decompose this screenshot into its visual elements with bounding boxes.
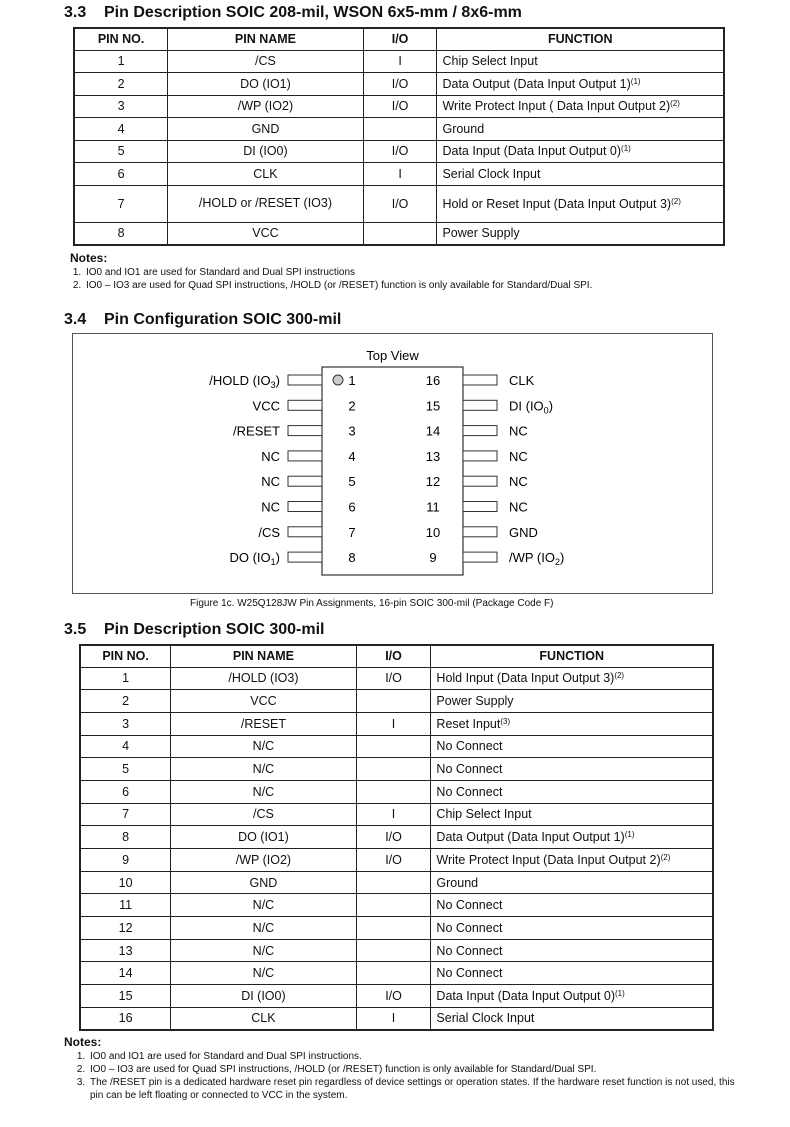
pin-label: NC (509, 474, 528, 490)
pin-number: 3 (348, 423, 356, 439)
pin-label: NC (261, 474, 280, 490)
pin-number-cell: 7 (80, 803, 171, 826)
notes-heading: Notes: (64, 1035, 102, 1049)
io-cell: I/O (363, 185, 437, 222)
pin-lead (463, 426, 497, 436)
pin-name-header: PIN NAME (168, 28, 363, 50)
io-cell (356, 894, 431, 917)
table-header-row (80, 645, 713, 667)
pin-number-cell: 7 (74, 185, 168, 222)
io-cell (356, 735, 431, 758)
table-row (80, 712, 713, 735)
footnote-ref: (2) (660, 852, 671, 862)
chip-diagram (73, 334, 714, 595)
io-cell (356, 690, 431, 713)
io-cell: I/O (363, 140, 437, 163)
pin-name-cell: N/C (171, 894, 356, 917)
notes-heading: Notes: (70, 251, 108, 265)
function-text: No Connect (436, 898, 503, 913)
pin-table-3-5 (79, 644, 714, 1031)
note-item: 2. IO0 – IO3 are used for Quad SPI instructions, /HOLD (or /RESET) function is only available for Standard/Dual SPI. (84, 279, 770, 292)
pin-name-cell: /CS (168, 50, 363, 73)
function-cell (431, 712, 713, 735)
function-text: Power Supply (442, 226, 520, 240)
chip-body (322, 367, 463, 575)
section-3-3-title: 3.3 Pin Description SOIC 208-mil, WSON 6x5-mm / 8x6-mm (64, 4, 522, 21)
pin-number: 15 (425, 398, 441, 414)
footnote-ref: (2) (671, 196, 681, 206)
pin-name-cell: GND (168, 118, 363, 141)
pin-lead (463, 375, 497, 385)
io-cell: I (356, 803, 431, 826)
io-cell: I/O (356, 849, 431, 872)
figure-caption: Figure 1c. W25Q128JW Pin Assignments, 16-pin SOIC 300-mil (Package Code F) (190, 598, 554, 609)
pin-number-cell: 6 (80, 780, 171, 803)
pin-number-cell: 3 (74, 95, 168, 118)
io-cell: I/O (356, 667, 431, 690)
pin-name-cell: VCC (171, 690, 356, 713)
function-cell (431, 849, 713, 872)
function-cell (437, 50, 724, 73)
notes-list (88, 1050, 744, 1102)
pin-number: 7 (348, 524, 356, 540)
footnote-ref: (1) (624, 830, 635, 840)
io-cell (356, 758, 431, 781)
pin-label: /RESET (233, 423, 280, 439)
function-text: Chip Select Input (436, 807, 532, 822)
pin-name-cell: N/C (171, 758, 356, 781)
function-cell (431, 917, 713, 940)
pin-label: DO $(IO_1)$ (229, 550, 280, 568)
table-row (74, 163, 724, 186)
pin-number-cell: 2 (80, 690, 171, 713)
pin-no-header: PIN NO. (80, 645, 171, 667)
pin-label: DI $(IO_0)$ (509, 398, 554, 416)
pin-name-cell: N/C (171, 962, 356, 985)
pin-label: NC (509, 448, 528, 464)
notes-3-3 (70, 252, 770, 292)
function-cell (437, 95, 724, 118)
pin-label: NC (509, 499, 528, 515)
function-text: Chip Select Input (442, 54, 538, 69)
pin-name-cell: /RESET (171, 712, 356, 735)
function-text: Reset Input (436, 716, 501, 731)
pin-no-header: PIN NO. (74, 28, 168, 50)
table-row (80, 849, 713, 872)
pin-name-cell: /CS (171, 803, 356, 826)
pin-label: /WP $(IO_2)$ (509, 550, 565, 568)
table-row (80, 1007, 713, 1030)
pin-name-cell: VCC (168, 222, 363, 245)
function-text: Write Protect Input (Data Input Output 2) (436, 852, 661, 867)
pin-number-cell: 6 (74, 163, 168, 186)
io-cell: I (363, 50, 437, 73)
footnote-ref: (1) (621, 144, 631, 154)
table-header-row (74, 28, 724, 50)
pin-name-cell: /WP (IO2) (171, 849, 356, 872)
pin-number-cell: 4 (80, 735, 171, 758)
pin-number-cell: 16 (80, 1007, 171, 1030)
function-text: Data Output (Data Input Output 1) (442, 76, 631, 91)
function-text: Serial Clock Input (442, 166, 541, 181)
pin1-indicator-dot (333, 375, 343, 385)
pin-lead (288, 375, 322, 385)
function-text: Write Protect Input ( Data Input Output 2) (442, 99, 671, 114)
footnote-ref: (1) (630, 76, 641, 86)
table-row (80, 690, 713, 713)
pin-number-cell: 3 (80, 712, 171, 735)
pin-lead (288, 400, 322, 410)
table-row (74, 50, 724, 73)
function-cell (431, 667, 713, 690)
table-row (74, 222, 724, 245)
pin-number: 2 (348, 398, 356, 414)
io-cell: I (356, 712, 431, 735)
function-text: Data Input (Data Input Output 0) (436, 988, 615, 1003)
io-cell: I/O (363, 73, 437, 96)
function-text: No Connect (436, 943, 503, 958)
pin-lead (463, 502, 497, 512)
pin-lead (463, 552, 497, 562)
pin-lead (463, 476, 497, 486)
function-text: Hold Input (Data Input Output 3) (436, 671, 615, 686)
pin-label: NC (509, 423, 528, 439)
pin-number: 12 (425, 474, 441, 490)
function-cell (431, 803, 713, 826)
table-row (74, 140, 724, 163)
pin-name-cell: GND (171, 871, 356, 894)
table-row (80, 871, 713, 894)
io-cell: I (363, 163, 437, 186)
pin-number-cell: 5 (74, 140, 168, 163)
table-row (80, 894, 713, 917)
pin-number: 14 (425, 423, 441, 439)
pin-configuration-figure (72, 333, 713, 594)
pin-number: 5 (348, 474, 356, 490)
top-view-label: Top View (366, 348, 419, 363)
pin-lead (463, 451, 497, 461)
pin-lead (288, 502, 322, 512)
io-header: I/O (356, 645, 431, 667)
table-row (74, 185, 724, 222)
footnote-ref: (2) (670, 99, 680, 109)
pin-name-cell: N/C (171, 939, 356, 962)
pin-number-cell: 2 (74, 73, 168, 96)
pin-lead (288, 527, 322, 537)
io-header: I/O (363, 28, 437, 50)
note-item: 3. The /RESET pin is a dedicated hardware reset pin regardless of device settings or operation states. If the hardware reset function is not used, this pin can be left floating or connected to VCC in the system. (88, 1076, 744, 1102)
io-cell: I/O (356, 985, 431, 1008)
pin-number-cell: 8 (74, 222, 168, 245)
table-row (80, 735, 713, 758)
table-row (80, 780, 713, 803)
function-text: Hold or Reset Input (Data Input Output 3) (442, 196, 672, 211)
table-row (80, 962, 713, 985)
pin-number: 4 (348, 448, 356, 464)
function-cell (431, 735, 713, 758)
note-item: 1. IO0 and IO1 are used for Standard and Dual SPI instructions (84, 266, 770, 279)
pin-number-cell: 11 (80, 894, 171, 917)
pin-number: 8 (348, 550, 356, 566)
function-text: Ground (442, 121, 485, 136)
function-text: Ground (436, 875, 479, 890)
io-cell (356, 780, 431, 803)
io-cell (363, 222, 437, 245)
pin-label: GND (509, 524, 538, 540)
pin-number: 13 (425, 448, 441, 464)
pin-lead (288, 451, 322, 461)
pin-lead (288, 552, 322, 562)
function-text: Data Output (Data Input Output 1) (436, 830, 625, 845)
pin-number: 9 (429, 550, 437, 566)
pin-number-cell: 1 (74, 50, 168, 73)
pin-name-cell: DI (IO0) (168, 140, 363, 163)
function-cell (431, 871, 713, 894)
io-cell (356, 939, 431, 962)
function-text: No Connect (436, 920, 503, 935)
pin-name-cell: N/C (171, 917, 356, 940)
pin-label: NC (261, 499, 280, 515)
pin-name-cell: DO (IO1) (171, 826, 356, 849)
function-text: No Connect (436, 784, 503, 799)
pin-lead (288, 426, 322, 436)
function-cell (437, 140, 724, 163)
note-item: 2. IO0 – IO3 are used for Quad SPI instructions, /HOLD (or /RESET) function is only available for Standard/Dual SPI. (88, 1063, 744, 1076)
pin-number: 6 (348, 499, 356, 515)
function-cell (437, 185, 724, 222)
pin-number-cell: 5 (80, 758, 171, 781)
function-cell (431, 690, 713, 713)
function-header: FUNCTION (437, 28, 724, 50)
function-cell (431, 826, 713, 849)
pin-lead (463, 400, 497, 410)
function-cell (437, 163, 724, 186)
footnote-ref: (2) (614, 671, 625, 681)
io-cell (356, 917, 431, 940)
pin-number-cell: 15 (80, 985, 171, 1008)
pin-label: VCC (252, 398, 280, 414)
table-row (74, 95, 724, 118)
pin-label: NC (261, 448, 280, 464)
table-row (80, 985, 713, 1008)
function-cell (431, 985, 713, 1008)
pin-name-cell: /WP (IO2) (168, 95, 363, 118)
notes-list (84, 266, 770, 292)
table-row (80, 917, 713, 940)
pin-number-cell: 4 (74, 118, 168, 141)
notes-3-5 (64, 1036, 744, 1102)
function-cell (437, 222, 724, 245)
function-text: Serial Clock Input (436, 1011, 535, 1026)
table-row (74, 118, 724, 141)
function-cell (431, 894, 713, 917)
section-3-4-title: 3.4 Pin Configuration SOIC 300-mil (64, 311, 342, 328)
function-cell (431, 939, 713, 962)
note-item: 1. IO0 and IO1 are used for Standard and Dual SPI instructions. (88, 1050, 744, 1063)
function-text: No Connect (436, 739, 503, 754)
footnote-ref: (1) (615, 988, 625, 998)
table-row (80, 758, 713, 781)
function-text: No Connect (436, 762, 503, 777)
table-row (74, 73, 724, 96)
table-row (80, 826, 713, 849)
pin-lead (463, 527, 497, 537)
pin-name-cell: N/C (171, 735, 356, 758)
pin-name-header: PIN NAME (171, 645, 356, 667)
io-cell (356, 871, 431, 894)
function-cell (431, 758, 713, 781)
pin-number-cell: 13 (80, 939, 171, 962)
pin-number: 11 (426, 499, 440, 515)
pin-label: /CS (258, 524, 280, 540)
pin-name-cell: DO (IO1) (168, 73, 363, 96)
pin-name-cell: DI (IO0) (171, 985, 356, 1008)
pin-number-cell: 10 (80, 871, 171, 894)
pin-label: /HOLD $(IO_3)$ (209, 373, 280, 390)
pin-number: 1 (348, 373, 356, 388)
pin-number-cell: 12 (80, 917, 171, 940)
function-cell (437, 118, 724, 141)
io-cell (356, 962, 431, 985)
section-3-5-title: 3.5 Pin Description SOIC 300-mil (64, 621, 325, 638)
pin-name-cell: N/C (171, 780, 356, 803)
pin-name-cell: /HOLD or /RESET (IO3) (168, 185, 363, 222)
pin-number-cell: 9 (80, 849, 171, 872)
pin-name-cell: /HOLD (IO3) (171, 667, 356, 690)
table-row (80, 939, 713, 962)
table-row (80, 803, 713, 826)
pin-number: 10 (425, 524, 441, 540)
function-text: Power Supply (436, 694, 514, 709)
function-cell (431, 780, 713, 803)
pin-table-3-3 (73, 27, 725, 246)
footnote-ref: (3) (500, 716, 511, 726)
pin-number-cell: 8 (80, 826, 171, 849)
function-cell (431, 962, 713, 985)
function-cell (431, 1007, 713, 1030)
function-cell (437, 73, 724, 96)
io-cell: I/O (356, 826, 431, 849)
pin-label: CLK (509, 373, 535, 388)
pin-lead (288, 476, 322, 486)
io-cell (363, 118, 437, 141)
pin-number-cell: 1 (80, 667, 171, 690)
pin-number-cell: 14 (80, 962, 171, 985)
pin-number: 16 (425, 373, 441, 388)
io-cell: I (356, 1007, 431, 1030)
function-text: Data Input (Data Input Output 0) (442, 144, 622, 159)
function-header: FUNCTION (431, 645, 713, 667)
table-row (80, 667, 713, 690)
pin-name-cell: CLK (171, 1007, 356, 1030)
function-text: No Connect (436, 966, 503, 981)
io-cell: I/O (363, 95, 437, 118)
pin-name-cell: CLK (168, 163, 363, 186)
